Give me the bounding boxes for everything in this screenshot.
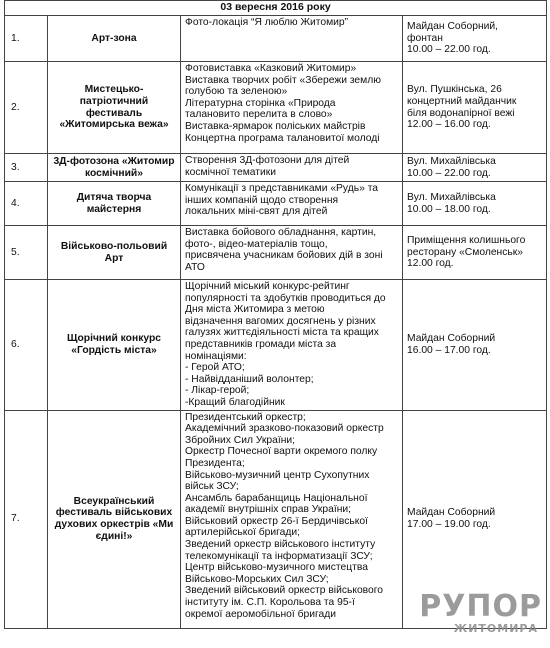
event-description-line: Фотовиставка «Казковий Житомир» [185,63,357,74]
table-row [5,154,547,182]
event-name-line: Щорічний конкурс [67,333,161,345]
table-row [5,62,547,154]
event-description-line: телекомунікації та інформатизації ЗСУ; [185,550,373,562]
event-description-line: АТО [185,261,205,273]
event-description-line: Військово-музичний центр Сухопутних [185,469,370,481]
event-description-line: - Найвідданіший волонтер; [185,373,314,385]
row-number: 4. [5,182,48,226]
event-description-line: номінаціями: [185,350,247,362]
event-description-line: Президентський оркестр; [185,411,306,423]
row-number: 6. [5,280,48,411]
row-number: 5. [5,226,48,280]
event-name-line: фестиваль військових [55,507,173,519]
event-place-time-line: Вул. Михайлівська [407,191,496,203]
event-place-time [403,62,547,154]
event-description-line: Центр військово-музичного мистецтва [185,562,368,574]
event-description-line: Зведений оркестр військового інституту [185,539,376,551]
event-description-line: Щорічний міський конкурс-рейтинг [185,281,350,292]
event-name-line: Арт-зона [91,32,137,44]
event-place-time-line: Майдан Соборний, [407,21,499,33]
row-number: 7. [5,410,48,628]
event-name-line: Військово-польовий [60,240,168,252]
event-name [48,280,181,411]
event-description-line: Зведений військовий оркестр військового [185,585,384,597]
event-name-line: «Житомирська вежа» [59,119,169,131]
event-description-line: локальних міні-свят для дітей [185,206,328,218]
event-description-line: популярності та здобутків проводиться до [185,292,386,304]
event-name-line: Арт [104,252,124,264]
event-description-line: відзначення вагомих досягнень у різних [185,315,376,327]
event-name-line: духових оркестрів «Ми [54,519,174,531]
event-name [48,62,181,154]
event-place-time-line: 12.00 год. [407,258,454,270]
event-place-time-line: Приміщення колишнього [407,235,526,247]
event-place-time [403,154,547,182]
row-number: 3. [5,154,48,182]
event-place-time-line: 10.00 – 22.00 год. [407,167,491,179]
event-description-line: Ансамбль барабанщиць Національної [185,492,368,504]
date-header: 03 вересня 2016 року [5,1,547,16]
event-place-time [403,280,547,411]
event-place-time-line: 10.00 – 18.00 год. [407,203,491,215]
event-description-line: присвячена учасникам бойових дій в зоні [185,250,383,262]
event-place-time-line: 10.00 – 22.00 год. [407,44,491,56]
event-description-line: Фото-локація “Я люблю Житомир” [185,17,349,28]
event-description-line: - Лікар-герой; [185,385,250,397]
watermark-sub: ЖИТОМИРА [453,622,538,635]
event-description-line: академії внутрішніх справ України; [185,504,351,516]
event-place-time-line: біля водонапірної вежі [407,107,515,119]
event-place-time-line: Вул. Пушкінська, 26 [407,84,502,96]
event-place-time-line: Майдан Соборний [407,333,496,345]
date-header-row [5,1,547,16]
event-description-line: Оркестр Почесної варти окремого полку [185,446,378,458]
event-place-time-line: 16.00 – 17.00 год. [407,344,491,356]
event-description-line: представників громади міста за [185,338,337,350]
event-name-line: патріотичний [79,95,149,107]
event-description [181,280,403,411]
event-name-line: 3Д-фотозона «Житомир [53,155,175,167]
event-description [181,410,403,628]
row-number: 2. [5,62,48,154]
event-description-line: Створення 3Д-фотозони для дітей [185,155,350,166]
event-description-line: інших компаній щодо створення [185,194,339,206]
event-name-line: єдині!» [95,530,133,542]
event-description-line: Президента; [185,457,245,469]
event-description-line: Військовий оркестр 26-ї Бердичівської [185,515,368,527]
watermark-logo [419,589,542,642]
event-description-line: - Герой АТО; [185,362,245,374]
event-description [181,226,403,280]
event-description-line: Комунікації з представниками «Рудь» та [185,183,379,194]
event-name [48,226,181,280]
event-place-time [403,182,547,226]
event-name [48,182,181,226]
event-description-line: Збройних Сил України; [185,434,296,446]
table-row [5,280,547,411]
event-description-line: Дня міста Житомира з метою [185,304,325,316]
event-description-line: фото-, відео-матеріалів тощо, [185,238,328,250]
table-row [5,182,547,226]
events-table [4,0,547,629]
row-number: 1. [5,16,48,62]
event-description-line: -Кращий благодійник [185,396,285,408]
event-place-time [403,16,547,62]
event-description-line: голубою та зеленою» [185,86,288,98]
event-place-time-line: Вул. Михайлівська [407,155,496,167]
table-row [5,226,547,280]
event-description-line: Виставка бойового обладнання, картин, [185,227,377,238]
event-description-line: галузях життєдіяльності міста та кращих [185,327,379,339]
event-name-line: майстерня [86,203,142,215]
event-place-time [403,226,547,280]
event-place-time-line: 17.00 – 19.00 год. [407,519,491,531]
table-row [5,16,547,62]
event-description-line: талановито перелита в слово» [185,109,333,121]
event-name-line: космічний» [85,167,143,179]
event-description-line: Виставка творчих робіт «Збережи землю [185,74,381,86]
event-name-line: Дитяча творча [76,191,152,203]
event-description-line: Військово-Морських Сил ЗСУ; [185,573,329,585]
event-description-line: артилерійської бригади; [185,527,301,539]
event-name [48,410,181,628]
event-place-time-line: концертний майданчик [407,95,517,107]
event-description-line: окремої аеромобільної бригади [185,608,337,620]
event-description-line: інституту ім. С.П. Корольова та 95-ї [185,597,355,609]
event-description [181,16,403,62]
event-description-line: Академічний зразково-показовий оркестр [185,423,384,435]
event-place-time-line: ресторану «Смоленськ» [407,246,523,258]
event-description [181,182,403,226]
watermark-main: РУПОР [419,589,542,624]
event-description-line: космічної тематики [185,166,276,178]
event-name-line: «Гордість міста» [71,344,157,356]
event-description-line: військ ЗСУ; [185,481,239,493]
event-description [181,62,403,154]
event-description-line: Літературна сторінка «Природа [185,97,336,109]
event-description-line: Виставка-ярмарок поліських майстрів [185,120,366,132]
event-place-time-line: 12.00 – 16.00 год. [407,119,491,131]
event-name [48,154,181,182]
event-place-time-line: фонтан [407,32,443,44]
event-description [181,154,403,182]
event-description-line: Концертна програма талановитої молоді [185,132,380,144]
event-name [48,16,181,62]
event-name-line: Мистецько- [84,84,144,96]
event-name-line: Всеукраїнський [73,495,155,507]
event-name-line: фестиваль [85,107,143,119]
event-place-time-line: Майдан Соборний [407,507,496,519]
